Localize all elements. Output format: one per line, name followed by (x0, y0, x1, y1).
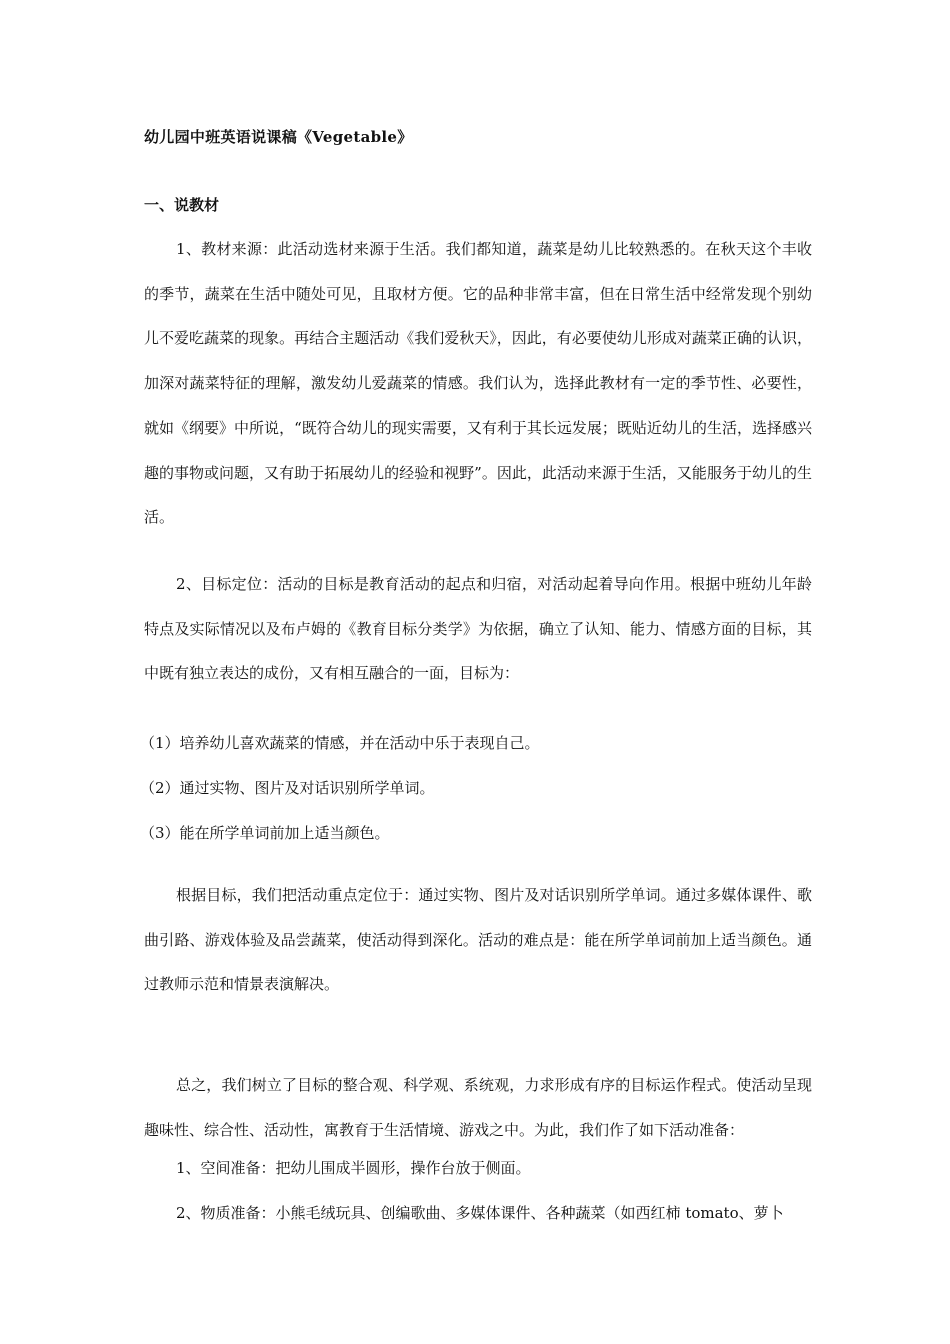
section-heading: 一、说教材 (144, 196, 220, 214)
paragraph-goal-positioning: 2、目标定位：活动的目标是教育活动的起点和归宿，对活动起着导向作用。根据中班幼儿年龄特点及实际情况以及布卢姆的《教育目标分类学》为依据，确立了认知、能力、情感方面的目标，其中既有独立表达的成份，又有相互融合的一面，目标为： (144, 575, 812, 683)
preparation-item: 2、物质准备：小熊毛绒玩具、创编歌曲、多媒体课件、各种蔬菜（如西红柿 tomato、萝卜 (176, 1204, 784, 1222)
paragraph-material-source: 1、教材来源：此活动选材来源于生活。我们都知道，蔬菜是幼儿比较熟悉的。在秋天这个丰收的季节，蔬菜在生活中随处可见，且取材方便。它的品种非常丰富，但在日常生活中经常发现个别幼儿不爱吃蔬菜的现象。再结合主题活动《我们爱秋天》，因此，有必要使幼儿形成对蔬菜正确的认识，加深对蔬菜特征的理解，激发幼儿爱蔬菜的情感。我们认为，选择此教材有一定的季节性、必要性，就如《纲要》中所说，“既符合幼儿的现实需要，又有利于其长远发展；既贴近幼儿的生活，选择感兴趣的事物或问题，又有助于拓展幼儿的经验和视野”。因此，此活动来源于生活，又能服务于幼儿的生活。 (144, 240, 812, 527)
paragraph-key-points: 根据目标，我们把活动重点定位于：通过实物、图片及对话识别所学单词。通过多媒体课件、歌曲引路、游戏体验及品尝蔬菜，使活动得到深化。活动的难点是：能在所学单词前加上适当颜色。通过教师示范和情景表演解决。 (144, 886, 812, 994)
goal-item: （1）培养幼儿喜欢蔬菜的情感，并在活动中乐于表现自己。 (140, 734, 540, 752)
preparation-item: 1、空间准备：把幼儿围成半圆形，操作台放于侧面。 (176, 1159, 531, 1177)
goal-item: （2）通过实物、图片及对话识别所学单词。 (140, 779, 435, 797)
goal-item: （3）能在所学单词前加上适当颜色。 (140, 824, 390, 842)
document-title: 幼儿园中班英语说课稿《Vegetable》 (144, 128, 413, 146)
paragraph-summary: 总之，我们树立了目标的整合观、科学观、系统观，力求形成有序的目标运作程式。使活动呈现趣味性、综合性、活动性，寓教育于生活情境、游戏之中。为此，我们作了如下活动准备： (144, 1076, 812, 1139)
